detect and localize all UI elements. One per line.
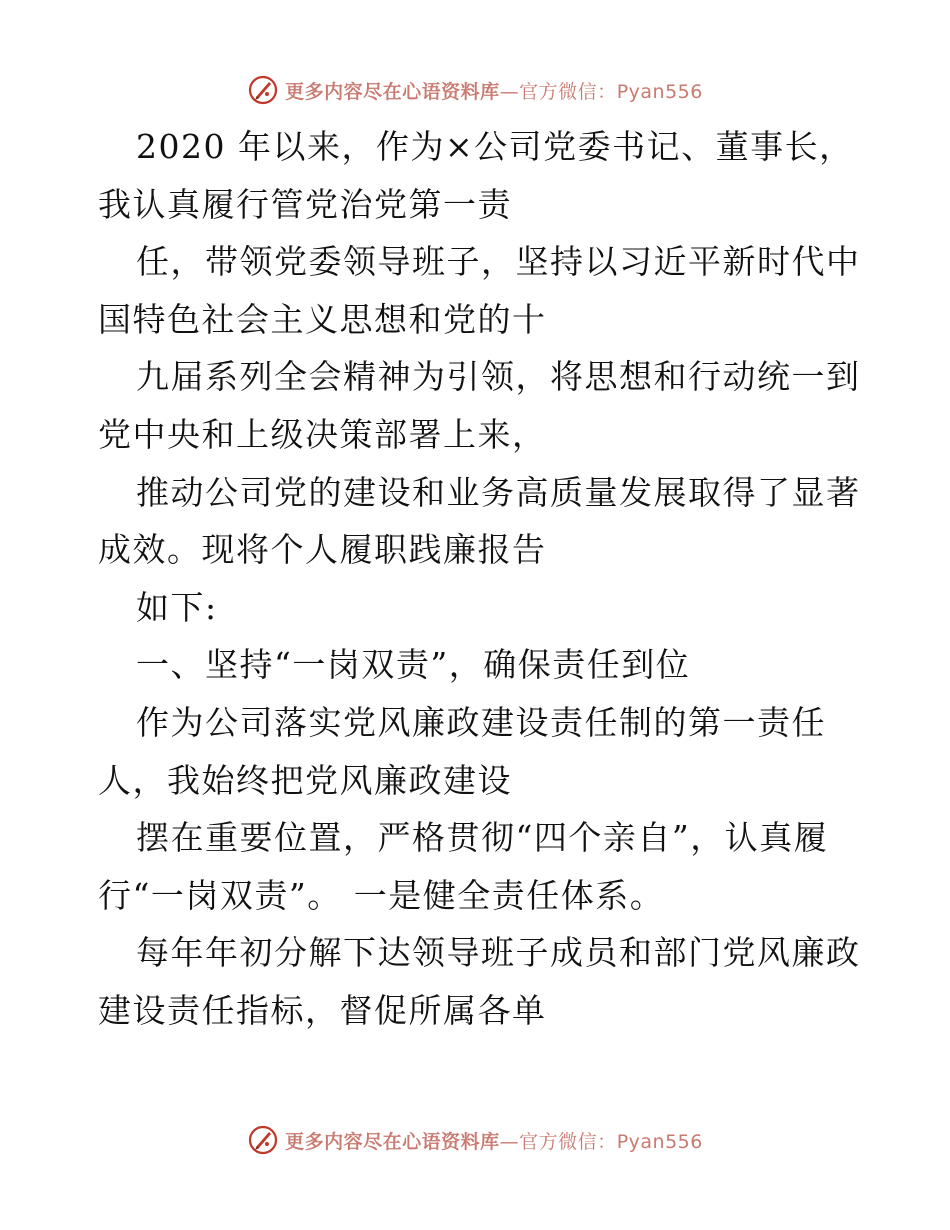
paragraph-line: 一、坚持“一岗双责”，确保责任到位 xyxy=(136,645,691,685)
paragraph-line: 每年年初分解下达领导班子成员和部门党风廉政 xyxy=(136,933,861,973)
header-watermark xyxy=(0,70,950,110)
paragraph-line: 建设责任指标，督促所属各单 xyxy=(98,990,547,1030)
footer-watermark xyxy=(0,1120,950,1160)
watermark-text xyxy=(285,77,703,104)
paragraph-line: 人，我始终把党风廉政建设 xyxy=(98,760,512,800)
watermark-main: 更多内容尽在心语资料库 xyxy=(285,80,500,103)
paragraph-line: 2020 年以来，作为×公司党委书记、董事长， xyxy=(136,127,854,166)
quill-pen-logo-icon xyxy=(247,1124,279,1156)
paragraph-line: 国特色社会主义思想和党的十 xyxy=(98,299,547,339)
watermark-main: 更多内容尽在心语资料库 xyxy=(285,1130,500,1153)
watermark-separator: —官方微信： xyxy=(499,1130,617,1153)
paragraph-line: 推动公司党的建设和业务高质量发展取得了显著 xyxy=(136,472,861,512)
watermark-wechat-id: Pyan556 xyxy=(616,1130,703,1153)
paragraph-line: 如下: xyxy=(136,587,218,627)
paragraph-line: 摆在重要位置，严格贯彻“四个亲自”，认真履 xyxy=(136,818,829,858)
watermark-separator: —官方微信： xyxy=(499,80,617,103)
watermark-text xyxy=(285,1127,703,1154)
paragraph-line: 党中央和上级决策部署上来， xyxy=(98,414,547,454)
document-body xyxy=(98,118,861,1040)
paragraph-line: 成效。现将个人履职践廉报告 xyxy=(98,530,547,570)
paragraph-line: 九届系列全会精神为引领，将思想和行动统一到 xyxy=(136,357,861,397)
paragraph-line: 我认真履行管党治党第一责 xyxy=(98,184,512,224)
paragraph-line: 作为公司落实党风廉政建设责任制的第一责任 xyxy=(136,702,826,742)
paragraph-line: 任，带领党委领导班子，坚持以习近平新时代中 xyxy=(136,242,861,282)
watermark-wechat-id: Pyan556 xyxy=(616,80,703,103)
paragraph-line: 行“一岗双责”。 一是健全责任体系。 xyxy=(98,875,665,915)
quill-pen-logo-icon xyxy=(247,74,279,106)
